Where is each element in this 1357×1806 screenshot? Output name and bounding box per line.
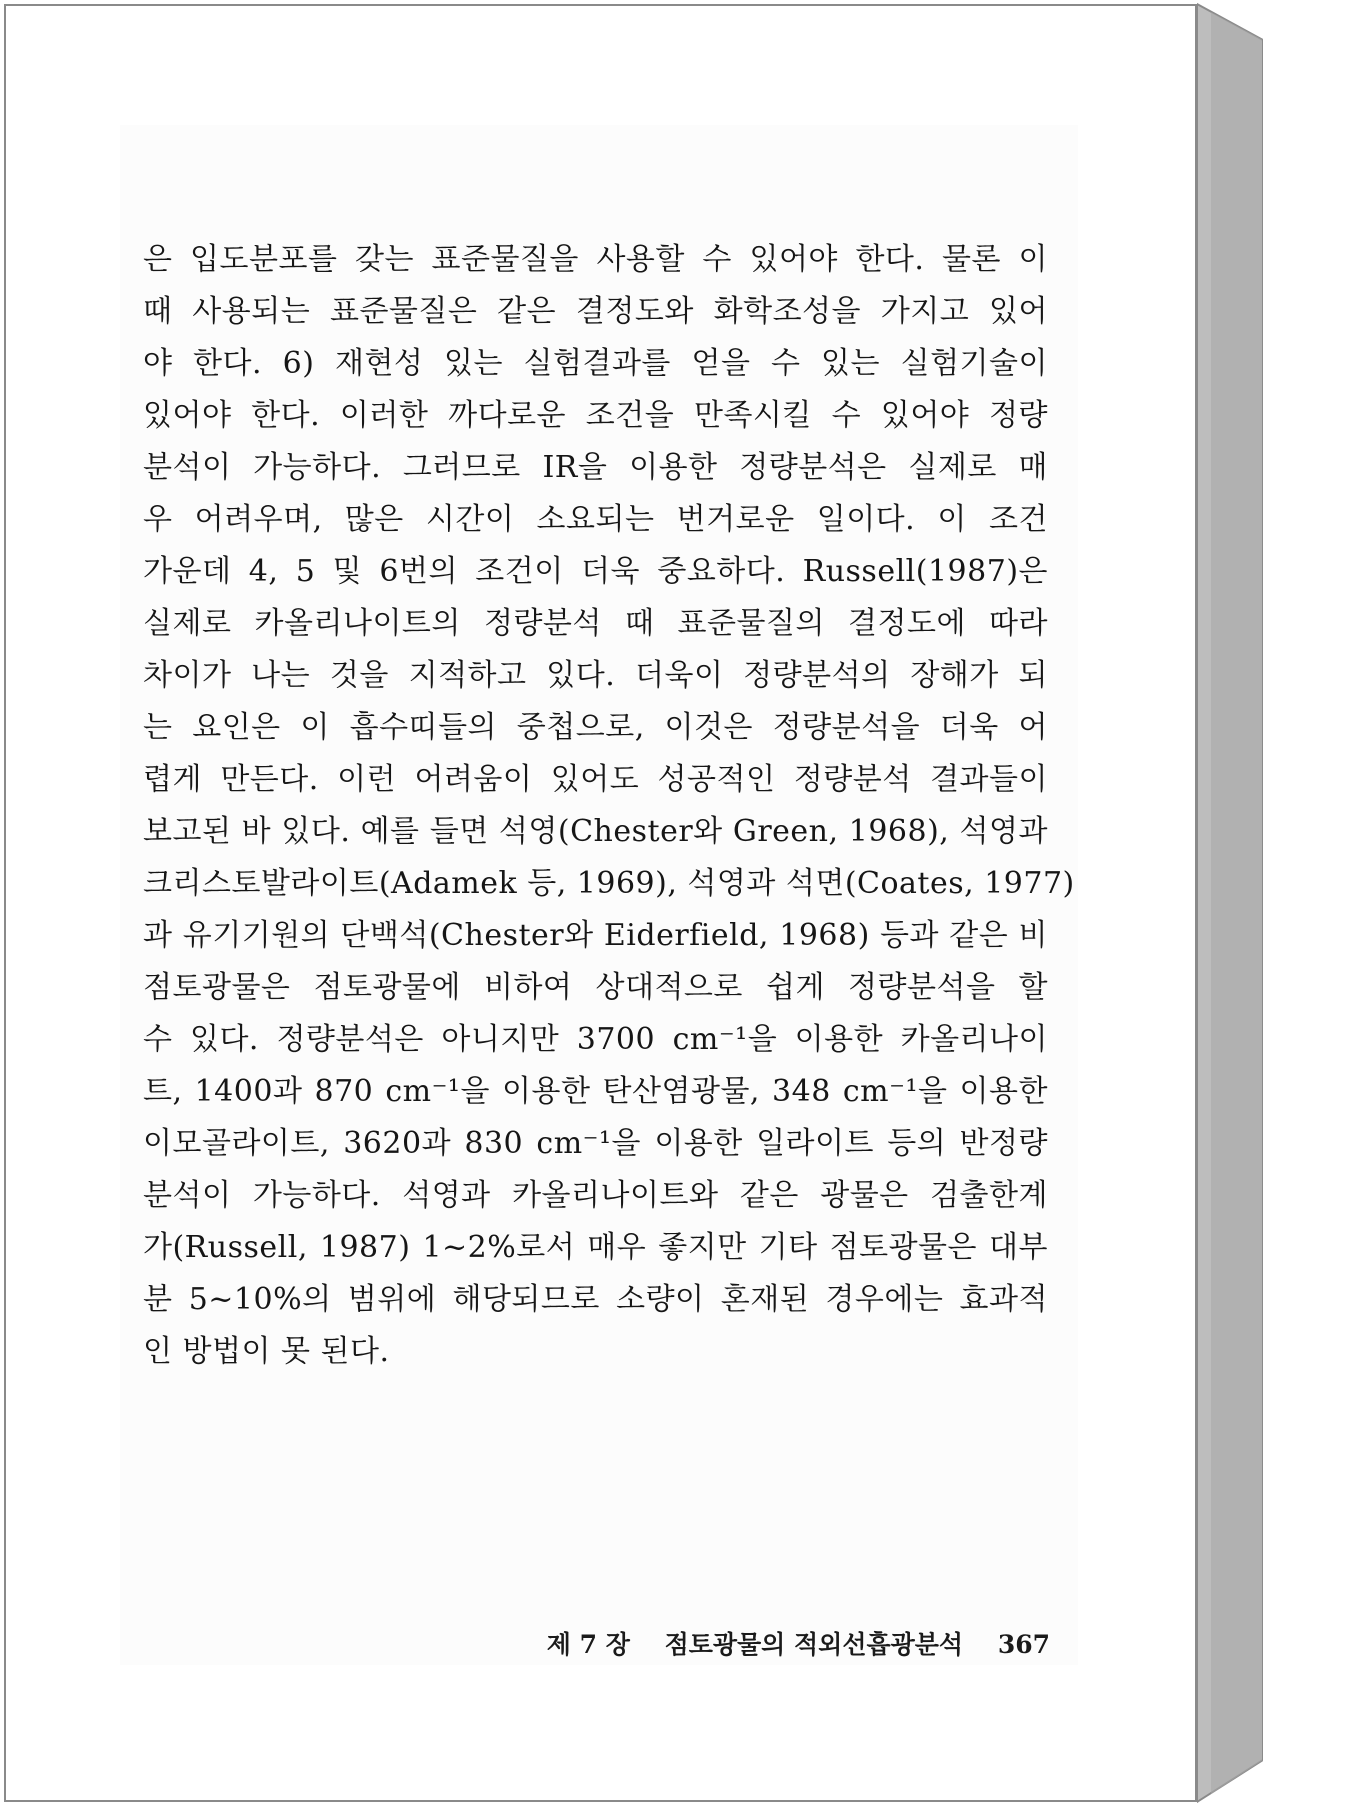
text-line: 렵게 만든다. 이런 어려움이 있어도 성공적인 정량분석 결과들이 xyxy=(143,762,1048,797)
text-line: 가(Russell, 1987) 1~2%로서 매우 좋지만 기타 점토광물은 대부 xyxy=(143,1230,1048,1265)
running-footer xyxy=(540,1625,1050,1665)
chapter-title: 점토광물의 적외선흡광분석 xyxy=(664,1630,964,1659)
text-line: 있어야 한다. 이러한 까다로운 조건을 만족시킬 수 있어야 정량 xyxy=(143,398,1048,433)
text-line: 분 5~10%의 범위에 해당되므로 소량이 혼재된 경우에는 효과적 xyxy=(143,1282,1048,1317)
text-line: 분석이 가능하다. 그러므로 IR을 이용한 정량분석은 실제로 매 xyxy=(143,450,1048,485)
text-line: 실제로 카올리나이트의 정량분석 때 표준물질의 결정도에 따라 xyxy=(143,606,1048,641)
text-line: 이모골라이트, 3620과 830 cm⁻¹을 이용한 일라이트 등의 반정량 xyxy=(143,1126,1048,1161)
text-line: 차이가 나는 것을 지적하고 있다. 더욱이 정량분석의 장해가 되 xyxy=(143,658,1048,693)
text-line: 크리스토발라이트(Adamek 등, 1969), 석영과 석면(Coates, 1977) xyxy=(143,866,1075,901)
chapter-label: 제 7 장 xyxy=(546,1630,630,1659)
text-line: 야 한다. 6) 재현성 있는 실험결과를 얻을 수 있는 실험기술이 xyxy=(143,346,1048,381)
body-paragraph xyxy=(143,234,1075,1378)
spine-shade xyxy=(1211,12,1263,1794)
text-line: 수 있다. 정량분석은 아니지만 3700 cm⁻¹을 이용한 카올리나이 xyxy=(143,1022,1048,1057)
text-line: 는 요인은 이 흡수띠들의 중첩으로, 이것은 정량분석을 더욱 어 xyxy=(143,710,1048,745)
page-number: 367 xyxy=(997,1630,1050,1659)
text-line: 트, 1400과 870 cm⁻¹을 이용한 탄산염광물, 348 cm⁻¹을 이용한 xyxy=(143,1074,1048,1109)
text-line: 과 유기기원의 단백석(Chester와 Eiderfield, 1968) 등과 같은 비 xyxy=(143,918,1048,953)
text-line: 점토광물은 점토광물에 비하여 상대적으로 쉽게 정량분석을 할 xyxy=(143,970,1048,1005)
book-spine xyxy=(1197,0,1263,1806)
text-line: 가운데 4, 5 및 6번의 조건이 더욱 중요하다. Russell(1987)은 xyxy=(143,554,1048,589)
text-line: 때 사용되는 표준물질은 같은 결정도와 화학조성을 가지고 있어 xyxy=(143,294,1048,329)
text-line: 인 방법이 못 된다. xyxy=(143,1334,390,1369)
text-line: 은 입도분포를 갖는 표준물질을 사용할 수 있어야 한다. 물론 이 xyxy=(143,242,1048,277)
text-line: 분석이 가능하다. 석영과 카올리나이트와 같은 광물은 검출한계 xyxy=(143,1178,1048,1213)
text-line: 우 어려우며, 많은 시간이 소요되는 번거로운 일이다. 이 조건 xyxy=(143,502,1048,537)
text-line: 보고된 바 있다. 예를 들면 석영(Chester와 Green, 1968), 석영과 xyxy=(143,814,1048,849)
